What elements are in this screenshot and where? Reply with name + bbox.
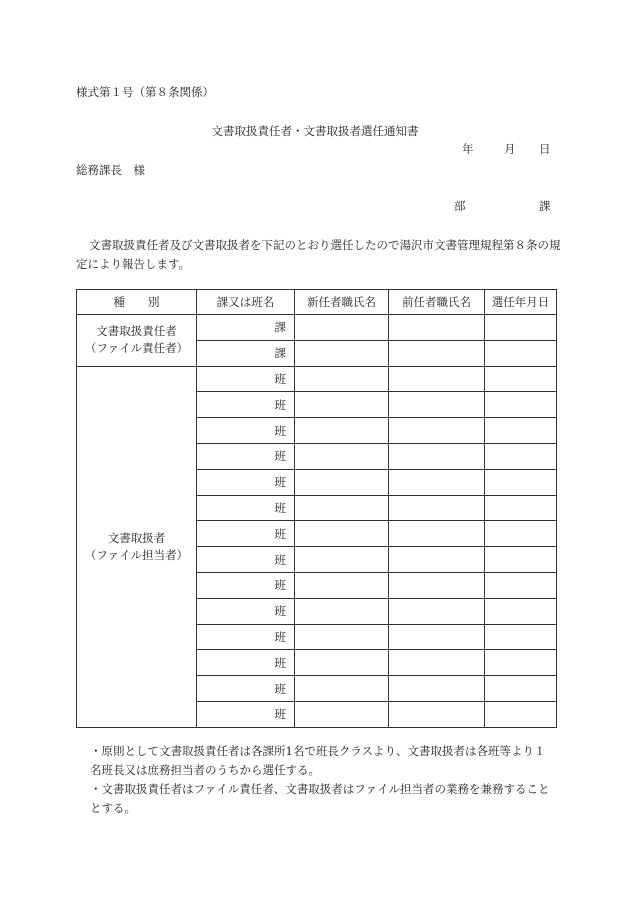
new-appointee-cell[interactable] — [295, 701, 389, 727]
date-cell[interactable] — [485, 521, 557, 547]
date-cell[interactable] — [485, 650, 557, 676]
date-cell[interactable] — [485, 392, 557, 418]
unit-cell: 班 — [197, 598, 295, 624]
previous-appointee-cell[interactable] — [389, 521, 485, 547]
appointment-table — [76, 289, 557, 728]
date-cell[interactable] — [485, 469, 557, 495]
date-cell[interactable] — [485, 547, 557, 573]
form-number-label: 様式第１号（第８条関係） — [76, 85, 214, 99]
date-cell[interactable] — [485, 701, 557, 727]
department-ka-label: 課 — [539, 199, 551, 213]
category-responsible — [77, 315, 197, 367]
unit-cell: 班 — [197, 366, 295, 392]
note-item: ・文書取扱責任者はファイル責任者、文書取扱者はファイル担当者の業務を兼務することとする。 — [90, 782, 550, 815]
new-appointee-cell[interactable] — [295, 315, 389, 341]
new-appointee-cell[interactable] — [295, 366, 389, 392]
unit-cell: 班 — [197, 676, 295, 702]
header-unit-name: 課又は班名 — [197, 290, 295, 315]
date-cell[interactable] — [485, 443, 557, 469]
new-appointee-cell[interactable] — [295, 572, 389, 598]
unit-cell: 班 — [197, 572, 295, 598]
unit-cell: 班 — [197, 443, 295, 469]
new-appointee-cell[interactable] — [295, 340, 389, 366]
previous-appointee-cell[interactable] — [389, 392, 485, 418]
new-appointee-cell[interactable] — [295, 443, 389, 469]
category-responsible-sub: （ファイル責任者） — [84, 341, 189, 356]
category-handler-title: 文書取扱者 — [107, 530, 166, 545]
body-paragraph: 文書取扱責任者及び文書取扱者を下記のとおり選任したので湯沢市文書管理規程第８条の規定により報告します。 — [76, 238, 561, 271]
unit-cell: 班 — [197, 547, 295, 573]
new-appointee-cell[interactable] — [295, 392, 389, 418]
addressee: 総務課長 様 — [76, 163, 145, 177]
previous-appointee-cell[interactable] — [389, 701, 485, 727]
unit-cell: 班 — [197, 521, 295, 547]
unit-cell: 班 — [197, 495, 295, 521]
date-year-label: 年 — [462, 142, 474, 156]
previous-appointee-cell[interactable] — [389, 315, 485, 341]
table-row — [77, 315, 557, 341]
previous-appointee-cell[interactable] — [389, 340, 485, 366]
previous-appointee-cell[interactable] — [389, 495, 485, 521]
previous-appointee-cell[interactable] — [389, 547, 485, 573]
new-appointee-cell[interactable] — [295, 495, 389, 521]
previous-appointee-cell[interactable] — [389, 418, 485, 444]
new-appointee-cell[interactable] — [295, 521, 389, 547]
previous-appointee-cell[interactable] — [389, 366, 485, 392]
date-month-label: 月 — [504, 142, 516, 156]
new-appointee-cell[interactable] — [295, 624, 389, 650]
notes — [90, 742, 556, 818]
new-appointee-cell[interactable] — [295, 418, 389, 444]
category-handler — [77, 366, 197, 727]
note-item: ・原則として文書取扱責任者は各課所1名で班長クラスより、文書取扱者は各班等より１名班長又は庶務担当者のうちから選任する。 — [90, 744, 546, 777]
unit-cell: 班 — [197, 650, 295, 676]
unit-cell: 班 — [197, 624, 295, 650]
header-appointment-date: 選任年月日 — [485, 290, 557, 315]
unit-cell: 課 — [197, 340, 295, 366]
date-cell[interactable] — [485, 315, 557, 341]
previous-appointee-cell[interactable] — [389, 650, 485, 676]
new-appointee-cell[interactable] — [295, 650, 389, 676]
previous-appointee-cell[interactable] — [389, 624, 485, 650]
previous-appointee-cell[interactable] — [389, 598, 485, 624]
date-cell[interactable] — [485, 572, 557, 598]
department-bu-label: 部 — [454, 199, 466, 213]
category-responsible-title: 文書取扱責任者 — [96, 324, 177, 339]
category-handler-sub: （ファイル担当者） — [84, 547, 189, 562]
previous-appointee-cell[interactable] — [389, 443, 485, 469]
date-day-label: 日 — [539, 142, 551, 156]
unit-cell: 班 — [197, 392, 295, 418]
table-header-row — [77, 290, 557, 315]
previous-appointee-cell[interactable] — [389, 469, 485, 495]
new-appointee-cell[interactable] — [295, 547, 389, 573]
date-cell[interactable] — [485, 495, 557, 521]
header-previous-appointee: 前任者職氏名 — [389, 290, 485, 315]
new-appointee-cell[interactable] — [295, 469, 389, 495]
new-appointee-cell[interactable] — [295, 598, 389, 624]
previous-appointee-cell[interactable] — [389, 676, 485, 702]
unit-cell: 班 — [197, 701, 295, 727]
unit-cell: 班 — [197, 418, 295, 444]
table-row — [77, 366, 557, 392]
new-appointee-cell[interactable] — [295, 676, 389, 702]
date-cell[interactable] — [485, 366, 557, 392]
document-title: 文書取扱責任者・文書取扱者選任通知書 — [211, 124, 419, 138]
header-category: 種 別 — [77, 290, 197, 315]
date-cell[interactable] — [485, 624, 557, 650]
date-cell[interactable] — [485, 598, 557, 624]
date-cell[interactable] — [485, 340, 557, 366]
header-new-appointee: 新任者職氏名 — [295, 290, 389, 315]
unit-cell: 班 — [197, 469, 295, 495]
previous-appointee-cell[interactable] — [389, 572, 485, 598]
date-cell[interactable] — [485, 676, 557, 702]
unit-cell: 課 — [197, 315, 295, 341]
date-cell[interactable] — [485, 418, 557, 444]
